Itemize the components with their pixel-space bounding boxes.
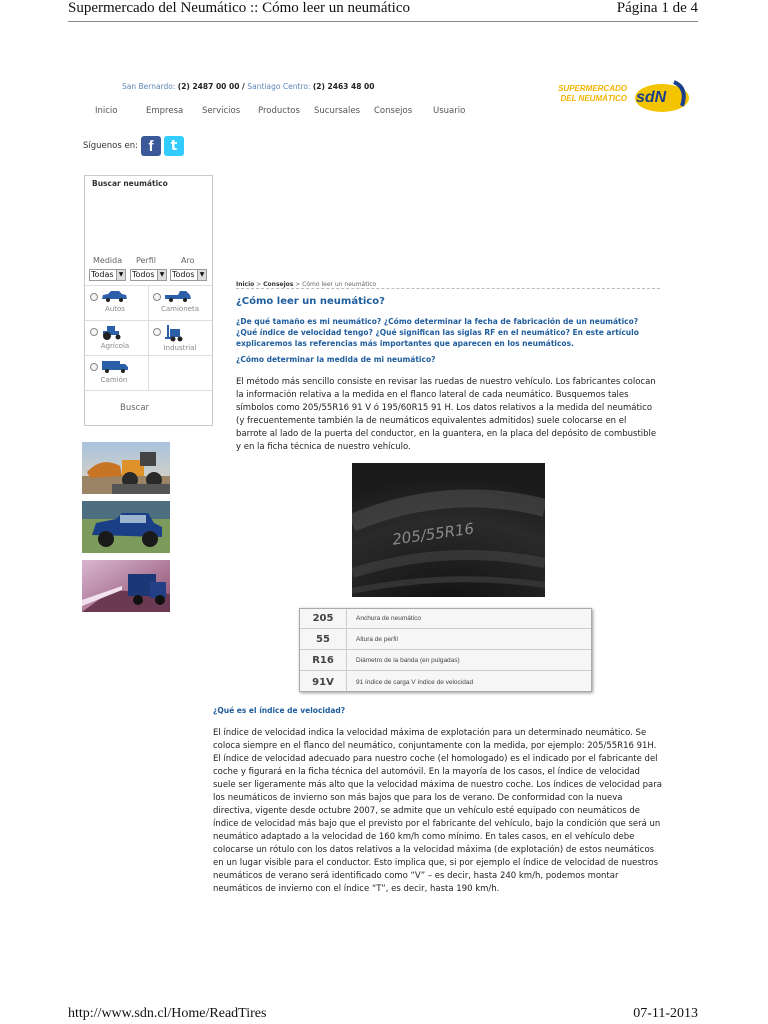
medida-select-value: Todas <box>91 270 114 279</box>
paragraph-measure: El método más sencillo consiste en revisar las ruedas de nuestro vehículo. Los fabricantes colocan la información relativa a la medida en el flanco lateral de cada neumático. Busquemos tales símbolos como 205/55R16 91 V ó 195/60R15 91 H. Los datos relativos a la medida del neumático (y frecuentemente también la de neumáticos equivalentes admitidos) suele colocarse en el barrote al lado de la puerta del conductor, en la guantera, en la placa del depósito de combustible y en la ficha técnica de nuestro vehículo. <box>236 377 657 452</box>
branch-label-san-bernardo: San Bernardo: <box>122 82 176 91</box>
medida-select[interactable] <box>89 269 126 281</box>
breadcrumb <box>236 281 376 288</box>
phone-separator: / <box>239 82 248 91</box>
size-code: 91V <box>312 676 334 688</box>
medida-label: Medida <box>93 256 123 265</box>
nav-item-usuario[interactable]: Usuario <box>433 106 466 116</box>
radio-camion[interactable] <box>90 363 98 371</box>
nav-item-productos[interactable]: Productos <box>258 106 300 116</box>
nav-item-inicio[interactable]: Inicio <box>95 106 118 116</box>
perfil-label: Perfil <box>136 256 157 265</box>
chevron-down-icon: ▼ <box>197 270 206 280</box>
social-links <box>83 136 184 156</box>
print-footer-date: 07-11-2013 <box>633 1006 698 1021</box>
phone-san-bernardo: (2) 2487 00 00 <box>177 82 240 91</box>
phone-santiago: (2) 2463 48 00 <box>312 82 375 91</box>
logo-line1: SUPERMERCADO <box>558 84 627 93</box>
radio-agricola[interactable] <box>90 328 98 336</box>
perfil-select[interactable] <box>130 269 167 281</box>
paragraph-speed-index: El índice de velocidad indica la velocidad máxima de explotación para un determinado neumático. Se coloca siempre en el flanco del neumático, conjuntamente con la medida, por ejemplo: 205/55R16 91H. El índice de velocidad adecuado para nuestro coche (el homologado) es el indicado por el fabricante del coche y figurará en la ficha técnica del automóvil. En la mayoría de los casos, el índice de velocidad suele ser ligeramente más alto que la velocidad máxima de nuestro coche. Los índices de velocidad para los neumáticos de invierno son más bajos que para los de verano. De conformidad con la nueva directiva, vigente desde octubre 2007, se admite que un vehículo esté equipado con neumáticos de índice de velocidad más bajo que el previsto por el fabricante del vehículo, bajo la condición que será un neumático adaptado a la velocidad de 160 km/h como mínimo. En tales casos, en el vehículo debe colocarse un rótulo con los datos relativos a la velocidad máxima (de explotación) de estos neumáticos en un lugar visible para el conductor. Esto implica que, si por ejemplo el índice de velocidad de nuestros neumáticos de verano será identificado como “V” – es decir, hasta 240 km/h, podemos montar neumáticos de invierno con el índice “T”, es decir, hasta 190 km/h. <box>213 728 662 894</box>
print-footer-url[interactable]: http://www.sdn.cl/Home/ReadTires <box>68 1006 267 1021</box>
table-row <box>300 651 591 671</box>
size-code: 55 <box>316 634 330 645</box>
size-description: Altura de perfil <box>356 636 398 643</box>
vehicle-label-agricola: Agrícola <box>100 342 130 350</box>
nav-item-consejos[interactable]: Consejos <box>374 106 413 116</box>
grid-divider <box>148 285 149 390</box>
semi-truck-photo[interactable] <box>82 560 170 612</box>
size-code: 205 <box>312 613 334 624</box>
grid-divider <box>85 390 212 391</box>
nav-item-servicios[interactable]: Servicios <box>202 106 241 116</box>
vehicle-label-industrial: Industrial <box>163 344 197 352</box>
breadcrumb-home[interactable]: Inicio <box>236 281 255 288</box>
facebook-icon[interactable]: f <box>141 136 161 156</box>
subheading-measure: ¿Cómo determinar la medida de mi neumático? <box>236 355 436 364</box>
print-header-title: Supermercado del Neumático :: Cómo leer un neumático <box>68 0 410 16</box>
branch-label-santiago: Santiago Centro: <box>247 82 311 91</box>
search-panel-title: Buscar neumático <box>92 179 168 188</box>
car-icon <box>100 290 128 302</box>
table-row <box>300 672 591 692</box>
tire-sidewall-photo <box>352 463 545 597</box>
vehicle-label-autos: Autos <box>105 305 125 313</box>
tire-size-table <box>299 608 592 692</box>
radio-autos[interactable] <box>90 293 98 301</box>
loader-image <box>82 442 170 494</box>
logo-line2: DEL NEUMÁTICO <box>560 94 627 103</box>
nav-item-empresa[interactable]: Empresa <box>146 106 184 116</box>
perfil-select-value: Todos <box>132 270 155 279</box>
aro-select[interactable] <box>170 269 207 281</box>
logo-abbr: sdN <box>636 89 667 106</box>
article-intro: ¿De qué tamaño es mi neumático? ¿Cómo determinar la fecha de fabricación de un neumático? ¿Qué índice de velocidad tengo? ¿Qué significan las siglas RF en el neumático? En este artículo explicaremos las referencias más importantes que aparecen en los neumáticos. <box>236 317 639 348</box>
contact-phones <box>122 82 375 91</box>
size-description: Diámetro de la banda (en pulgadas) <box>356 657 460 664</box>
aro-select-value: Todos <box>172 270 195 279</box>
print-page-number: Página 1 de 4 <box>616 0 698 16</box>
tire-sidewall-image <box>352 463 545 597</box>
breadcrumb-current: Cómo leer un neumático <box>302 281 377 288</box>
article-title: ¿Cómo leer un neumático? <box>236 296 385 307</box>
aro-label: Aro <box>181 256 195 265</box>
table-row <box>300 630 591 650</box>
size-description: 91 índice de carga V índice de velocidad <box>356 678 474 686</box>
chevron-down-icon: ▼ <box>116 270 125 280</box>
search-button[interactable]: Buscar <box>120 403 150 413</box>
main-nav <box>95 106 483 116</box>
breadcrumb-separator: > <box>254 281 264 288</box>
size-description: Anchura de neumático <box>356 615 422 622</box>
forklift-icon <box>165 324 187 342</box>
tractor-icon <box>101 324 123 340</box>
loader-photo[interactable] <box>82 442 170 494</box>
sdn-logo[interactable] <box>535 78 695 118</box>
pickup-icon <box>164 290 192 302</box>
follow-us-label: Síguenos en: <box>83 141 138 151</box>
truck-icon <box>101 360 129 374</box>
radio-industrial[interactable] <box>153 328 161 336</box>
pickup-truck-photo[interactable] <box>82 501 170 553</box>
semi-truck-image <box>82 560 170 612</box>
tire-sidewall-text: 205/55R16 <box>391 519 476 549</box>
vehicle-label-camioneta: Camioneta <box>160 305 199 313</box>
table-row <box>300 609 591 629</box>
pickup-image <box>82 501 170 553</box>
size-code: R16 <box>312 655 334 666</box>
subheading-speed-index: ¿Qué es el índice de velocidad? <box>213 706 346 715</box>
breadcrumb-separator: > <box>293 281 303 288</box>
breadcrumb-divider <box>236 288 660 289</box>
breadcrumb-consejos[interactable]: Consejos <box>263 281 294 288</box>
vehicle-label-camion: Camión <box>100 376 128 384</box>
radio-camioneta[interactable] <box>153 293 161 301</box>
header-divider <box>68 21 698 22</box>
chevron-down-icon: ▼ <box>157 270 166 280</box>
nav-item-sucursales[interactable]: Sucursales <box>314 106 360 116</box>
twitter-icon[interactable]: t <box>164 136 184 156</box>
